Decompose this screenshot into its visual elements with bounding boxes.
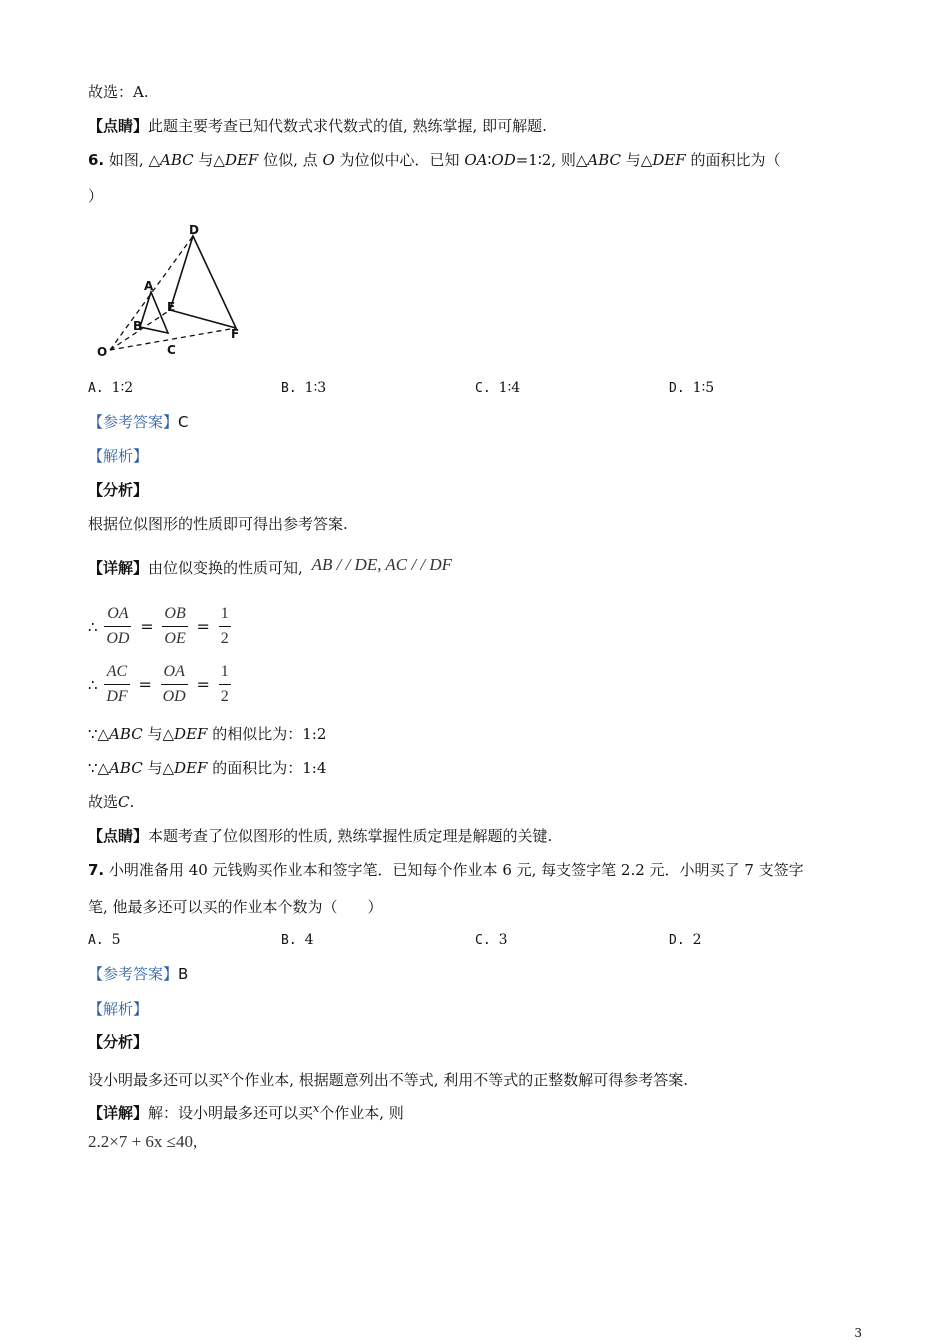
label-o: O: [97, 345, 108, 359]
q6-abc: ABC: [160, 151, 194, 169]
q6-answer-value: C: [178, 413, 189, 431]
q6-similarity-ratio: ∵△ABC 与△DEF 的相似比为：1:2: [88, 725, 327, 743]
q6-abc: ABC: [587, 151, 621, 169]
q6-option-b[interactable]: B. 1∶3: [281, 380, 327, 396]
q7-inequality: 2.2×7 + 6x ≤40,: [88, 1132, 198, 1151]
fraction: $\frac{OA}{OD}$: [161, 660, 188, 709]
page-number: 3: [854, 1326, 862, 1340]
q7-stem-line-1: 7. 小明准备用 40 元钱购买作业本和签字笔．已知每个作业本 6 元, 每支签字笔 2.2 元．小明买了 7 支签字: [88, 861, 804, 879]
equals-sign: =: [196, 675, 210, 694]
q7-detail: 【详解】解：设小明最多还可以买$^x$个作业本, 则: [88, 1102, 404, 1122]
equals-sign: =: [196, 617, 210, 636]
q6-figure: [88, 220, 258, 365]
equals-sign: =: [140, 617, 154, 636]
q5-tip-label: 【点睛】: [88, 117, 149, 135]
q6-ratio: =1∶2, 则△: [515, 151, 588, 169]
q6-answer-label: 【参考答案】: [88, 413, 179, 431]
triangle-abc: [140, 292, 168, 333]
q7-detail-label: 【详解】: [88, 1104, 149, 1122]
q6-stem-text: 为位似中心．已知: [339, 151, 460, 169]
variable-x: x: [313, 1102, 320, 1115]
q6-stem-close: ）: [88, 187, 104, 205]
label-c: C: [167, 343, 176, 357]
label-f: F: [231, 327, 240, 341]
q6-option-a[interactable]: A. 1∶2: [88, 380, 134, 396]
label-d: D: [189, 223, 199, 237]
fraction: $\frac{OA}{OD}$: [104, 602, 131, 651]
q6-def: DEF: [652, 151, 686, 169]
fraction: $\frac{1}{2}$: [219, 602, 231, 651]
q6-stem-text: 与△: [198, 151, 225, 169]
q7-option-a[interactable]: A. 5: [88, 932, 121, 948]
q6-oa: OA: [464, 151, 488, 169]
q5-choice: 故选：A.: [88, 83, 149, 101]
q6-stem-text: 位似, 点: [263, 151, 318, 169]
q6-tip-text: 本题考查了位似图形的性质, 熟练掌握性质定理是解题的关键.: [148, 827, 553, 845]
q6-detail-math: AB / / DE, AC / / DF: [311, 555, 452, 574]
q6-option-c[interactable]: C. 1∶4: [475, 380, 521, 396]
q7-analysis-label: 【解析】: [88, 1000, 149, 1018]
q6-fenxi-label: 【分析】: [88, 481, 149, 499]
q6-tip-label: 【点睛】: [88, 827, 149, 845]
q6-def: DEF: [224, 151, 259, 169]
q7-fenxi-label: 【分析】: [88, 1033, 149, 1051]
q6-answer: [88, 412, 189, 432]
q6-od: OD: [491, 151, 516, 169]
triangle-def: [170, 236, 236, 328]
q6-fenxi-text: 根据位似图形的性质即可得出参考答案.: [88, 515, 348, 533]
q7-answer-label: 【参考答案】: [88, 965, 179, 983]
therefore-symbol: ∴: [88, 617, 98, 636]
q6-option-d[interactable]: D. 1∶5: [669, 380, 715, 396]
q6-detail-text: 由位似变换的性质可知,: [148, 559, 303, 577]
q7-fenxi-text: 设小明最多还可以买$^x$个作业本, 根据题意列出不等式, 利用不等式的正整数解可得参考答案.: [88, 1069, 689, 1089]
q7-option-b[interactable]: B. 4: [281, 932, 314, 948]
q6-o: O: [322, 151, 335, 169]
q6-equation-1: [88, 602, 231, 651]
fraction: $\frac{1}{2}$: [219, 660, 231, 709]
q7-option-c[interactable]: C. 3: [475, 932, 508, 948]
q5-tip-text: 此题主要考查已知代数式求代数式的值, 熟练掌握, 即可解题.: [148, 117, 547, 135]
q5-tip: [88, 116, 547, 136]
q6-equation-2: [88, 660, 231, 709]
q6-detail: [88, 555, 452, 578]
q6-colon: ∶: [487, 151, 492, 169]
q7-option-d[interactable]: D. 2: [669, 932, 702, 948]
q6-area-ratio: ∵△ABC 与△DEF 的面积比为：1:4: [88, 759, 327, 777]
q6-number: 6.: [88, 151, 105, 169]
fraction: $\frac{OB}{OE}$: [162, 602, 187, 651]
q6-stem: [88, 150, 781, 170]
q6-detail-label: 【详解】: [88, 559, 149, 577]
variable-x: x: [223, 1069, 230, 1082]
q6-choice: 故选C.: [88, 793, 135, 811]
q6-stem-text: 与△: [625, 151, 653, 169]
q7-number: 7.: [88, 861, 105, 879]
q7-answer: [88, 964, 188, 984]
therefore-symbol: ∴: [88, 675, 98, 694]
q6-stem-text: 如图, △: [108, 151, 160, 169]
equals-sign: =: [138, 675, 152, 694]
fraction: $\frac{AC}{DF}$: [104, 660, 129, 709]
q7-stem-line-2: 笔, 他最多还可以买的作业本个数为（ ）: [88, 898, 383, 916]
label-e: E: [167, 300, 176, 314]
q6-stem-text: 的面积比为（: [690, 151, 781, 169]
q7-answer-value: B: [178, 965, 189, 983]
q6-tip: [88, 826, 552, 846]
q6-analysis-label: 【解析】: [88, 447, 149, 465]
label-a: A: [144, 279, 154, 293]
label-b: B: [133, 319, 143, 333]
